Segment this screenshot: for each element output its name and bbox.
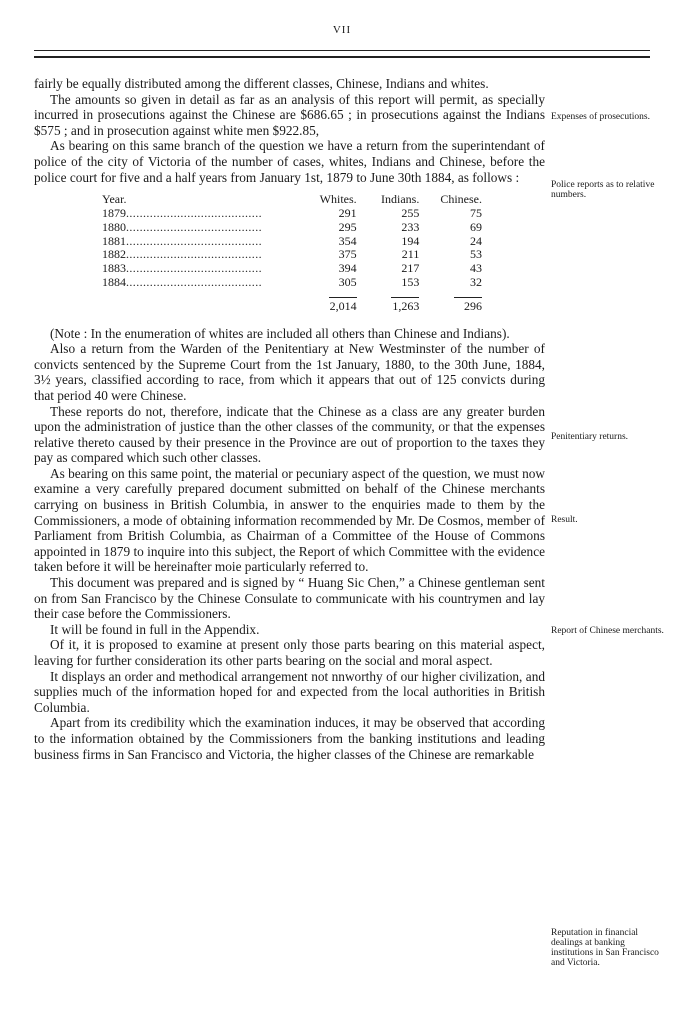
- cases-table: [102, 193, 482, 313]
- paragraph-10: Of it, it is proposed to examine at present only those parts bearing on this material aspect, leaving for further consideration its other parts bearing on the social and moral aspect.: [34, 637, 545, 668]
- row-whites: 291: [338, 205, 357, 220]
- total-chinese: 296: [454, 297, 482, 314]
- row-whites: 305: [338, 274, 357, 289]
- row-year: 1880: [102, 220, 126, 234]
- table-row: [102, 207, 482, 221]
- margin-note-result: Result.: [551, 515, 578, 525]
- paragraph-11: It displays an order and methodical arrangement not nnworthy of our higher civilization, and supplies much of the information hoped for and expected from the local authorities in British Columbia.: [34, 668, 545, 715]
- row-year: 1884: [102, 275, 126, 289]
- police-court-table: [102, 193, 482, 313]
- table-row: [102, 235, 482, 249]
- row-chinese: 24: [470, 233, 482, 248]
- paragraph-7: As bearing on this same point, the material or pecuniary aspect of the question, we must now examine a very carefully prepared document submitted on behalf of the Chinese merchants carrying on business in British Columbia, in answer to the enquiries made to them by the Commissioners, a mode of obtaining information recommended by Mr. De Cosmos, member of Parliament from British Columbia, as Chairman of a Committee of the House of Commons appointed in 1879 to inquire into this subject, the Report of which Committee with the evidence taken before it will be hereinafter moie particularly referred to.: [34, 465, 545, 575]
- row-whites: 394: [338, 261, 357, 276]
- header-chinese: Chinese.: [440, 192, 482, 207]
- header-indians: Indians.: [381, 192, 420, 207]
- header-rule-thick: [34, 56, 650, 58]
- margin-note-report: Report of Chinese merchants.: [551, 626, 664, 636]
- leader-dots: ........................................: [126, 262, 262, 276]
- table-row: [102, 248, 482, 262]
- paragraph-4: (Note : In the enumeration of whites are included all others than Chinese and Indians).: [50, 325, 510, 341]
- row-chinese: 32: [470, 274, 482, 289]
- paragraph-6: These reports do not, therefore, indicate that the Chinese as a class are any greater burden upon the administration of justice than the other classes of the community, or that the expenses relative thereto caused by their presence in the Province are out of proportion to the taxes they pay as compared which such other classes.: [34, 403, 545, 466]
- paragraph-8: This document was prepared and is signed by “ Huang Sic Chen,” a Chinese gentleman sent on from San Francisco by the Chinese Consulate to communicate with his countrymen and lay their case before the Commissioners.: [34, 575, 545, 622]
- paragraph-9: It will be found in full in the Appendix.: [50, 621, 260, 637]
- table-totals-row: [102, 290, 482, 314]
- row-indians: 233: [401, 219, 420, 234]
- header-year: Year.: [102, 192, 127, 207]
- paragraph-1: fairly be equally distributed among the different classes, Chinese, Indians and whites.: [34, 76, 489, 91]
- leader-dots: ........................................: [126, 206, 262, 220]
- header-whites: Whites.: [319, 192, 357, 207]
- table-row: [102, 262, 482, 276]
- page-number: VII: [332, 24, 352, 36]
- margin-note-expenses: Expenses of prosecutions.: [551, 112, 650, 122]
- row-indians: 211: [401, 247, 420, 262]
- row-year: 1881: [102, 234, 126, 248]
- row-year: 1882: [102, 248, 126, 262]
- paragraph-2: The amounts so given in detail as far as an analysis of this report will permit, as specially incurred in prosecutions against the Chinese are $686.65 ; in prosecutions against the Indians $575 ; and in prosecution against white men $922.85,: [34, 91, 545, 138]
- row-indians: 217: [401, 261, 420, 276]
- row-whites: 354: [338, 233, 357, 248]
- leader-dots: ........................................: [126, 234, 262, 248]
- row-indians: 153: [401, 274, 420, 289]
- margin-note-police: Police reports as to relative numbers.: [551, 180, 655, 200]
- row-chinese: 69: [470, 219, 482, 234]
- row-indians: 194: [401, 233, 420, 248]
- row-year: 1883: [102, 262, 126, 276]
- row-chinese: 75: [470, 205, 482, 220]
- table-row: [102, 276, 482, 290]
- row-indians: 255: [401, 205, 420, 220]
- leader-dots: ........................................: [126, 248, 262, 262]
- margin-note-penitentiary: Penitentiary returns.: [551, 432, 629, 442]
- margin-note-reputation: Reputation in financial dealings at banking institutions in San Francisco and Victoria.: [551, 928, 659, 968]
- row-year: 1879: [102, 206, 126, 220]
- row-chinese: 43: [470, 261, 482, 276]
- table-row: [102, 221, 482, 235]
- table-header-row: [102, 193, 482, 207]
- paragraph-3: As bearing on this same branch of the question we have a return from the superintendant of police of the city of Victoria of the number of cases, whites, Indians and Chinese, before the police court for five and a half years from January 1st, 1879 to June 30th 1884, as follows :: [34, 138, 545, 185]
- main-text-column: [34, 76, 545, 762]
- header-rule-thin: [34, 50, 650, 51]
- row-chinese: 53: [470, 247, 482, 262]
- total-indians: 1,263: [392, 298, 420, 313]
- leader-dots: ........................................: [126, 220, 262, 234]
- row-whites: 375: [338, 247, 357, 262]
- total-whites: 2,014: [329, 298, 357, 313]
- paragraph-5: Also a return from the Warden of the Penitentiary at New Westminster of the number of convicts sentenced by the Supreme Court from the 1st January, 1880, to the 30th June, 1884, 3½ years, classified according to race, from which it appears that out of 125 convicts during that period 40 were Chinese.: [34, 341, 545, 403]
- row-whites: 295: [338, 219, 357, 234]
- leader-dots: ........................................: [126, 275, 262, 289]
- paragraph-12: Apart from its credibility which the examination induces, it may be observed that according to the information obtained by the Commissioners from the banking institutions and leading business firms in San Francisco and Victoria, the higher classes of the Chinese are remarkable: [34, 715, 545, 762]
